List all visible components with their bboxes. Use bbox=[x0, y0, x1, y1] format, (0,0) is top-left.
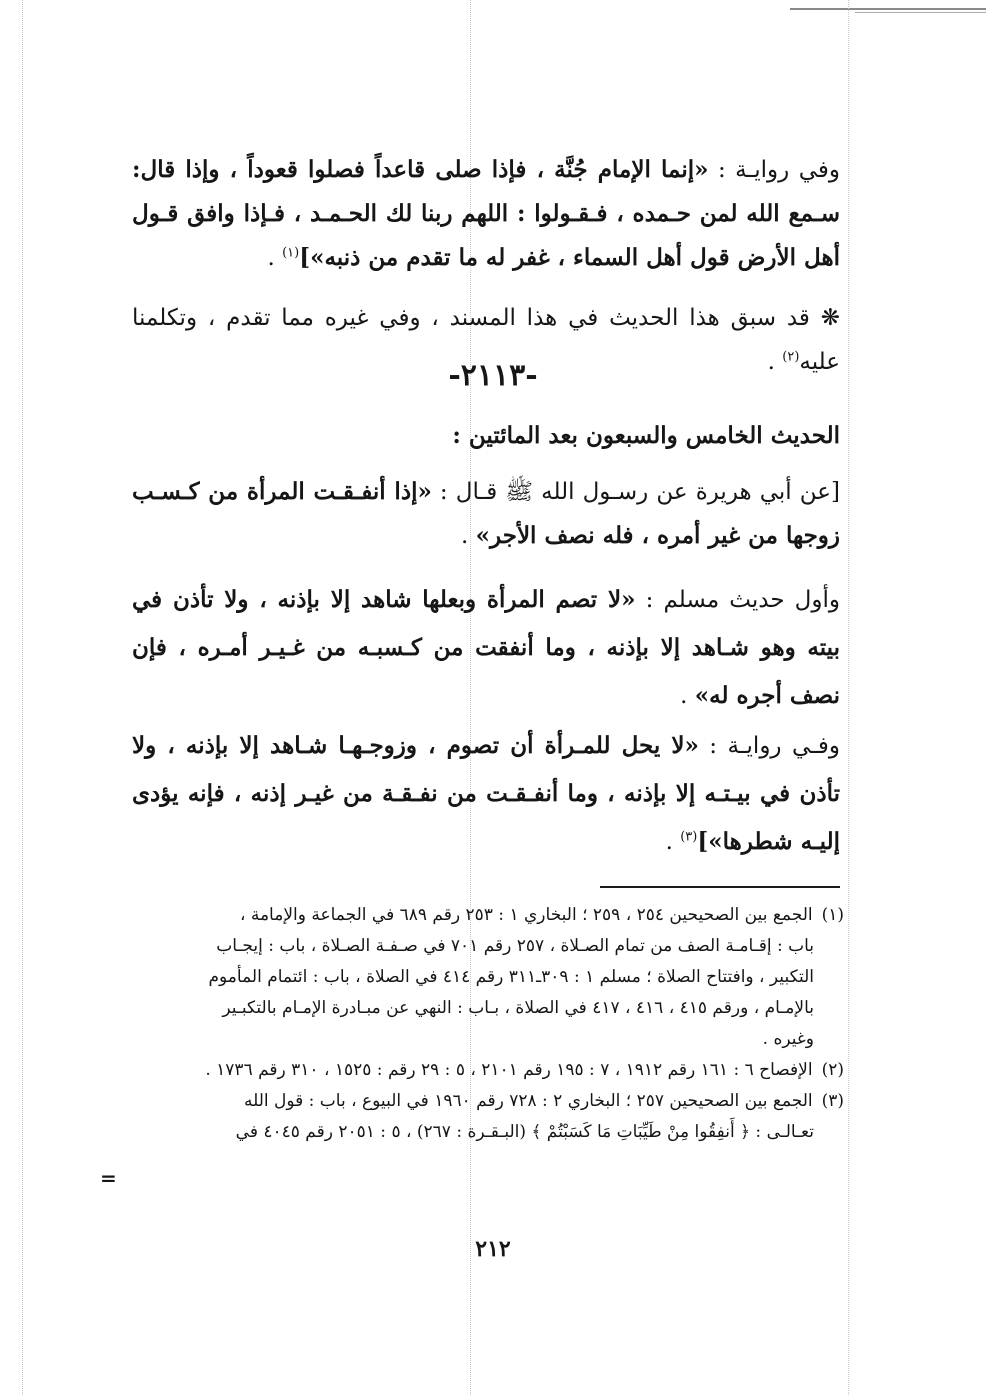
paragraph-muslim-version bbox=[132, 576, 840, 720]
paragraph-intro: وأول حديث مسلم : bbox=[635, 587, 840, 613]
footnote-text: الإفصاح ٦ : ١٦١ رقم ١٩١٢ ، ٧ : ١٩٥ رقم ٢١٠١ ، ٥ : ٢٩ رقم : ١٥٢٥ ، ٣١٠ رقم ١٧٣٦ . bbox=[205, 1060, 813, 1080]
hadith-heading-block bbox=[132, 414, 840, 458]
footnote-text: الجمع بين الصحيحين ٢٥٤ ، ٢٥٩ ؛ البخاري ١ : ٢٥٣ رقم ٦٨٩ في الجماعة والإمامة ، bbox=[239, 905, 813, 925]
footnote-line: التكبير ، وافتتاح الصلاة ؛ مسلم ١ : ٣٠٩ـ٣١١ رقم ٤١٤ في الصلاة ، باب : ائتمام المأموم bbox=[208, 967, 814, 987]
footnote-number: (٣) bbox=[821, 1091, 844, 1111]
paragraph-intro: وفـي روايـة : bbox=[698, 733, 840, 759]
hadith-quote: «لا يحل للمـرأة أن تصوم ، وزوجـهـا شـاهد إلا بإذنه ، ولا تأذن في بيـتـه إلا بإذنه ، وما أنفـقـت من نفـقـة من غيـر إذنه ، فإنه يؤدى إليـه شطرها»] bbox=[132, 732, 840, 855]
paragraph-intro: [عن أبي هريرة عن رسـول الله ﷺ قـال : bbox=[431, 479, 840, 505]
paragraph-end: . bbox=[461, 523, 476, 549]
footnote-ref-3: (٣) bbox=[680, 829, 698, 845]
footnote-continuation-mark: = bbox=[100, 1166, 117, 1190]
scan-dotted-guide bbox=[22, 0, 23, 1395]
paragraph-end: . bbox=[680, 683, 695, 709]
footnote-3 bbox=[132, 1086, 844, 1148]
footnote-1 bbox=[132, 900, 844, 1055]
paragraph-end: . bbox=[267, 245, 283, 271]
paragraph-hadith-text bbox=[132, 470, 840, 558]
paragraph-end: . bbox=[665, 829, 681, 855]
page-number: ٢١٢ bbox=[475, 1236, 511, 1262]
footnote-line: وغيره . bbox=[762, 1029, 814, 1049]
scan-dotted-guide bbox=[848, 0, 849, 1395]
footnote-2 bbox=[132, 1055, 844, 1086]
hadith-quote: «إنما الإمام جُنَّة ، فإذا صلى قاعداً فصلوا قعوداً ، وإذا قال: سـمع الله لمن حـمده ، فـقـولوا : اللهم ربنا لك الحـمـد ، فـإذا وافق قـول أهل الأرض قول أهل السماء ، غفر له ما تقدم من ذنبه»] bbox=[132, 156, 840, 271]
scan-edge-line bbox=[790, 8, 986, 10]
footnote-ref-2: (٢) bbox=[782, 349, 800, 365]
footnotes bbox=[132, 900, 844, 1148]
footnote-line: باب : إقـامـة الصف من تمام الصـلاة ، ٢٥٧ رقم ٧٠١ في صـفـة الصـلاة ، باب : إيجـاب bbox=[216, 936, 814, 956]
footnote-number: (١) bbox=[821, 905, 844, 925]
paragraph-riwaya-1 bbox=[132, 148, 840, 280]
paragraph-intro: وفي روايـة : bbox=[708, 157, 840, 183]
footnote-ref-1: (١) bbox=[282, 245, 300, 261]
paragraph-end: . bbox=[767, 349, 783, 375]
note-text: ❋ قد سبق هذا الحديث في هذا المسند ، وفي غيره مما تقدم ، وتكلمنا عليه bbox=[132, 305, 840, 375]
hadith-quote: «إذا أنفـقـت المرأة من كـسـب زوجها من غير أمره ، فله نصف الأجر» bbox=[132, 478, 840, 549]
hadith-number: -٢١١٣- bbox=[448, 358, 538, 393]
footnote-number: (٢) bbox=[821, 1060, 844, 1080]
footnote-text: الجمع بين الصحيحين ٢٥٧ ؛ البخاري ٢ : ٧٢٨ رقم ١٩٦٠ في البيوع ، باب : قول الله bbox=[243, 1091, 813, 1111]
footnote-separator bbox=[600, 886, 840, 888]
hadith-quote: «لا تصم المرأة وبعلها شاهد إلا بإذنه ، ولا تأذن في بيته وهو شـاهد إلا بإذنه ، وما أنفقت من كـسبـه من غـيـر أمـره ، فإن نصف أجره له» bbox=[132, 586, 840, 709]
hadith-heading: الحديث الخامس والسبعون بعد المائتين : bbox=[452, 422, 840, 449]
footnote-line: تعـالـى : ﴿ أَنفِقُوا مِنْ طَيِّبَاتِ مَا كَسَبْتُمْ ﴾ (البـقـرة : ٢٦٧) ، ٥ : ٢٠٥١ رقم ٤٠٤٥ في bbox=[235, 1122, 814, 1142]
scan-edge-line-secondary bbox=[855, 12, 986, 13]
footnote-line: بالإمـام ، ورقم ٤١٥ ، ٤١٦ ، ٤١٧ في الصلاة ، بـاب : النهي عن مبـادرة الإمـام بالتكبـير bbox=[222, 998, 814, 1018]
paragraph-riwaya-2 bbox=[132, 722, 840, 866]
